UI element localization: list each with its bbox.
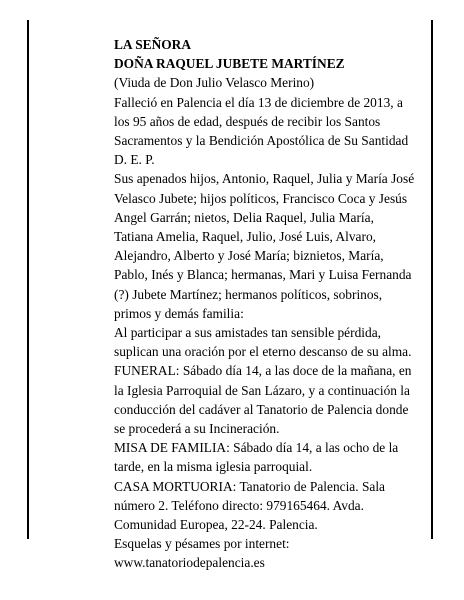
appeal-line-1: Al participar a sus amistades tan sensible pérdida,: [114, 325, 381, 341]
mortuary-line-3: Comunidad Europea, 22-24. Palencia.: [114, 517, 318, 533]
appeal-line-2: suplican una oración por el eterno descanso de su alma.: [114, 344, 412, 360]
rip-line: D. E. P.: [114, 152, 155, 168]
internet-line: Esquelas y pésames por internet:: [114, 536, 290, 552]
right-border-rule: [431, 20, 433, 539]
family-line-4: Tatiana Amelia, Raquel, Julio, José Luis, Alvaro,: [114, 229, 376, 245]
mass-line-2: tarde, en la misma iglesia parroquial.: [114, 459, 313, 475]
heading-title: LA SEÑORA: [114, 37, 192, 52]
family-line-6: Pablo, Inés y Blanca; hermanas, Mari y Luisa Fernanda: [114, 267, 412, 283]
funeral-line-3: conducción del cadáver al Tanatorio de Palencia donde: [114, 401, 409, 417]
death-line-2: los 95 años de edad, después de recibir los Santos: [114, 113, 381, 129]
mass-line-1: MISA DE FAMILIA: Sábado día 14, a las ocho de la: [114, 440, 399, 456]
heading-name: DOÑA RAQUEL JUBETE MARTÍNEZ: [114, 56, 345, 72]
website-link[interactable]: www.tanatoriodepalencia.es: [114, 555, 265, 571]
widow-line: (Viuda de Don Julio Velasco Merino): [114, 75, 315, 91]
family-line-8: primos y demás familia:: [114, 305, 244, 321]
family-line-3: Angel Garrán; nietos, Delia Raquel, Julia María,: [114, 209, 374, 225]
family-line-1: Sus apenados hijos, Antonio, Raquel, Julia y María José: [114, 171, 415, 187]
family-line-7: (?) Jubete Martínez; hermanos políticos, sobrinos,: [114, 286, 383, 302]
funeral-line-1: FUNERAL: Sábado día 14, a las doce de la mañana, en: [114, 363, 412, 379]
family-line-5: Alejandro, Alberto y José María; biznietos, María,: [114, 248, 384, 264]
family-line-2: Velasco Jubete; hijos políticos, Francisco Coca y Jesús: [114, 190, 408, 206]
death-line-1: Falleció en Palencia el día 13 de diciembre de 2013, a: [114, 94, 403, 110]
funeral-line-4: se procederá a su Incineración.: [114, 421, 280, 437]
funeral-line-2: la Iglesia Parroquial de San Lázaro, y a continuación la: [114, 382, 410, 398]
death-line-3: Sacramentos y la Bendición Apostólica de Su Santidad: [114, 133, 409, 149]
left-border-rule: [27, 20, 29, 539]
mortuary-line-1: CASA MORTUORIA: Tanatorio de Palencia. Sala: [114, 478, 385, 494]
mortuary-line-2: número 2. Teléfono directo: 979165464. Avda.: [114, 497, 364, 513]
obituary-notice: [114, 35, 430, 573]
